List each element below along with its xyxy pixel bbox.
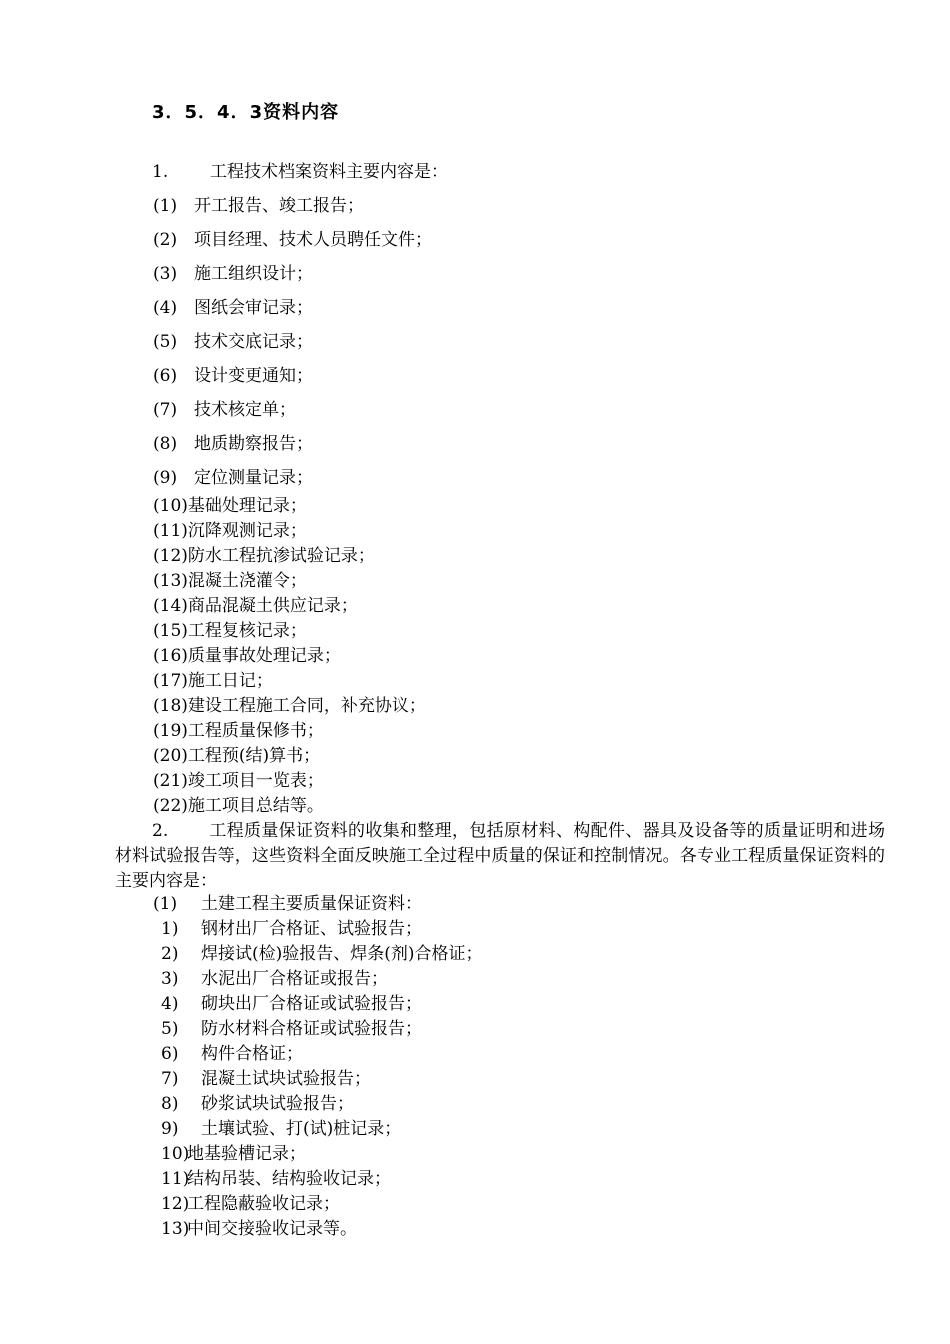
list-number: 5) [161,1019,179,1039]
list-text: (22)施工项目总结等。 [153,796,324,816]
list-item [153,196,364,216]
list-item [153,521,307,541]
list-text: 构件合格证； [201,1044,303,1064]
list-number: (8) [153,434,178,454]
list-number: (2) [153,230,178,250]
list-text: 定位测量记录； [194,468,313,488]
list-text: (14)商品混凝土供应记录； [153,596,358,616]
list-number: 1) [161,919,179,939]
list-number: 3) [161,969,179,989]
list-text: 技术核定单； [194,400,296,420]
list-text: (16)质量事故处理记录； [153,646,341,666]
section2-subheading [153,894,422,914]
list-text: (13)混凝土浇灌令； [153,571,307,591]
list-text: (21)竣工项目一览表； [153,771,324,791]
list-item [161,1144,306,1164]
list-text: 地质勘察报告； [194,434,313,454]
list-item [161,969,388,989]
list-text: 图纸会审记录； [194,298,313,318]
list-text: (12)防水工程抗渗试验记录； [153,546,375,566]
list-item [153,298,313,318]
list-item [153,796,324,816]
list-item [153,366,313,386]
list-item [161,1019,422,1039]
list-text: 钢材出厂合格证、试验报告； [201,919,422,939]
list-item [153,468,313,488]
list-item [153,646,341,666]
list-item [153,264,313,284]
list-text: 项目经理、技术人员聘任文件； [194,230,432,250]
list-text: 混凝土试块试验报告； [201,1069,371,1089]
list-item [161,1219,357,1239]
list-item [161,1069,371,1089]
list-text: 施工组织设计； [194,264,313,284]
list-text: (17)施工日记； [153,671,273,691]
list-number: 8) [161,1094,179,1114]
list-item [153,671,273,691]
list-number: 13) [161,1219,190,1239]
list-text: 技术交底记录； [194,332,313,352]
list-item [153,434,313,454]
list-item [153,546,375,566]
list-text: 水泥出厂合格证或报告； [201,969,388,989]
list-item [161,919,422,939]
list-number: (3) [153,264,178,284]
list-item [161,1094,354,1114]
list-text: 地基验槽记录； [187,1144,306,1164]
list-item [153,571,307,591]
list-number: (9) [153,468,178,488]
list-text: (15)工程复核记录； [153,621,307,641]
list-item [161,944,483,964]
list-number: 2) [161,944,179,964]
list-text: 焊接试(检)验报告、焊条(剂)合格证； [201,944,483,964]
list-item [161,1194,340,1214]
list-number: 10) [161,1144,190,1164]
list-number: (1) [153,894,178,914]
section-heading: 3．5．4．3资料内容 [152,102,340,123]
list-number: 4) [161,994,179,1014]
list-number: 11) [161,1169,190,1189]
list-text: (20)工程预(结)算书； [153,746,321,766]
list-text: 砂浆试块试验报告； [201,1094,354,1114]
section1-number: 1. [152,162,169,182]
list-text: 设计变更通知； [194,366,313,386]
list-text: (11)沉降观测记录； [153,521,307,541]
list-item [153,696,426,716]
list-text: 开工报告、竣工报告； [194,196,364,216]
list-item [153,596,358,616]
list-text: (10)基础处理记录； [153,496,307,516]
list-item [161,1044,303,1064]
list-text: 土壤试验、打(试)桩记录； [201,1119,402,1139]
list-number: 7) [161,1069,179,1089]
list-text: 工程隐蔽验收记录； [187,1194,340,1214]
list-item [153,746,320,766]
list-text: (19)工程质量保修书； [153,721,324,741]
list-text: (18)建设工程施工合同，补充协议； [153,696,426,716]
list-item [153,496,307,516]
list-text: 砌块出厂合格证或试验报告； [201,994,422,1014]
list-number: (7) [153,400,178,420]
list-number: 9) [161,1119,179,1139]
list-item [153,771,324,791]
list-number: (5) [153,332,178,352]
list-number: (6) [153,366,178,386]
section2-number: 2. [152,821,169,841]
list-text: 中间交接验收记录等。 [187,1219,357,1239]
section2-paragraph [115,819,885,894]
list-number: 12) [161,1194,190,1214]
list-item [161,994,422,1014]
list-item [153,621,307,641]
section2-text: 工程质量保证资料的收集和整理，包括原材料、构配件、器具及设备等的质量证明和进场材料试验报告等，这些资料全面反映施工全过程中质量的保证和控制情况。各专业工程质量保证资料的主要内容是： [115,821,885,891]
list-item [153,230,432,250]
section1-text: 工程技术档案资料主要内容是： [210,162,448,182]
list-text: 防水材料合格证或试验报告； [201,1019,422,1039]
section1-intro [152,162,448,182]
list-item [161,1169,391,1189]
list-item [153,332,313,352]
list-number: 6) [161,1044,179,1064]
list-item [153,721,324,741]
list-item [161,1119,401,1139]
list-text: 结构吊装、结构验收记录； [187,1169,391,1189]
list-number: (4) [153,298,178,318]
list-text: 土建工程主要质量保证资料： [201,894,422,914]
list-number: (1) [153,196,178,216]
list-item [153,400,296,420]
